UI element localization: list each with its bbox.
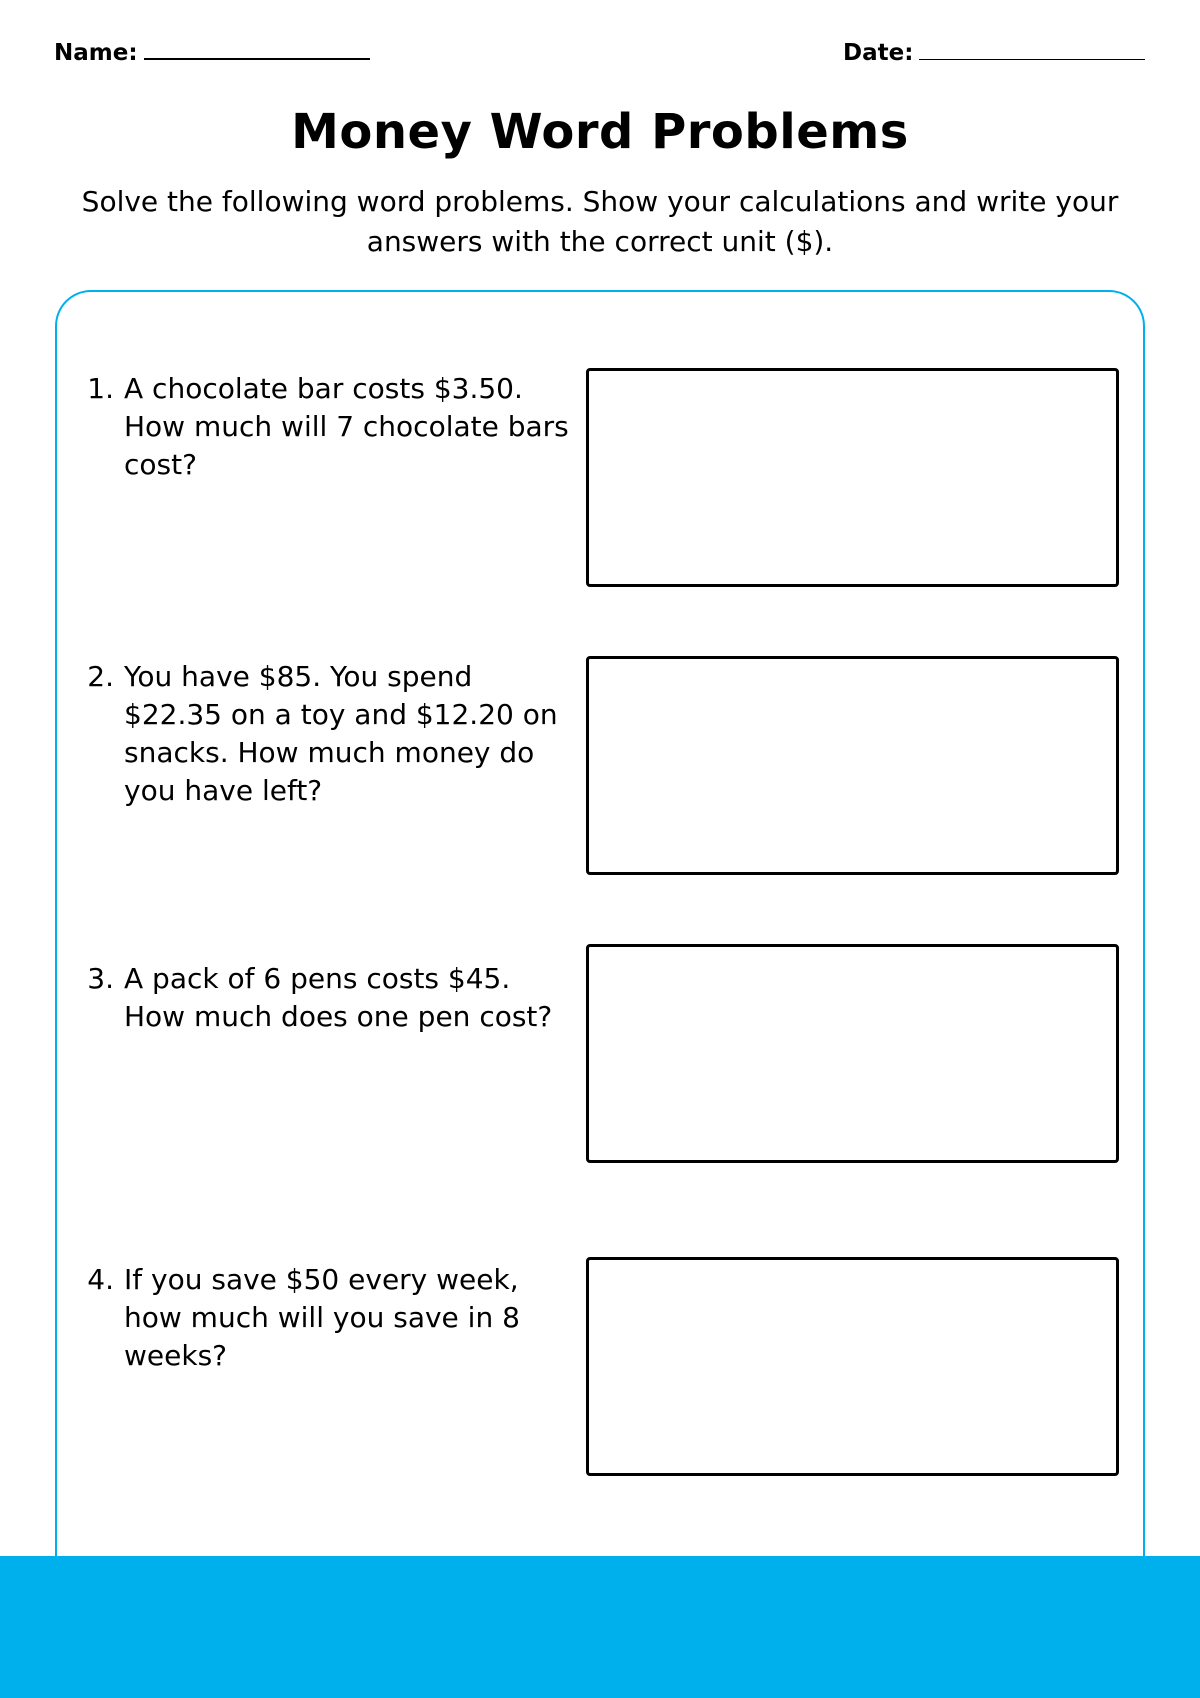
page-title: Money Word Problems [291, 104, 909, 160]
name-label: Name: [54, 40, 138, 66]
problem-number: 3. [87, 962, 114, 995]
footer-band [0, 1556, 1200, 1698]
problem-4 [70, 1261, 570, 1375]
problem-text: A pack of 6 pens costs $45. How much does one pen cost? [124, 962, 553, 1033]
date-line[interactable] [919, 58, 1145, 60]
instructions: Solve the following word problems. Show your calculations and write your answers with the correct unit ($). [81, 185, 1119, 258]
answer-box-4[interactable] [586, 1257, 1119, 1476]
problem-text: You have $85. You spend $22.35 on a toy and $12.20 on snacks. How much money do you have left? [124, 660, 558, 807]
problem-number: 1. [87, 372, 114, 405]
problem-1 [70, 370, 570, 484]
problem-text: If you save $50 every week, how much will you save in 8 weeks? [124, 1263, 520, 1372]
name-field[interactable] [54, 40, 370, 66]
answer-box-2[interactable] [586, 656, 1119, 875]
answer-box-3[interactable] [586, 944, 1119, 1163]
name-line[interactable] [144, 57, 370, 60]
problem-2 [70, 658, 570, 810]
problem-text: A chocolate bar costs $3.50. How much will 7 chocolate bars cost? [124, 372, 569, 481]
problem-3 [70, 960, 570, 1036]
problem-number: 4. [87, 1263, 114, 1296]
date-label: Date: [843, 40, 914, 66]
problem-number: 2. [87, 660, 114, 693]
date-field[interactable] [843, 40, 1145, 66]
answer-box-1[interactable] [586, 368, 1119, 587]
